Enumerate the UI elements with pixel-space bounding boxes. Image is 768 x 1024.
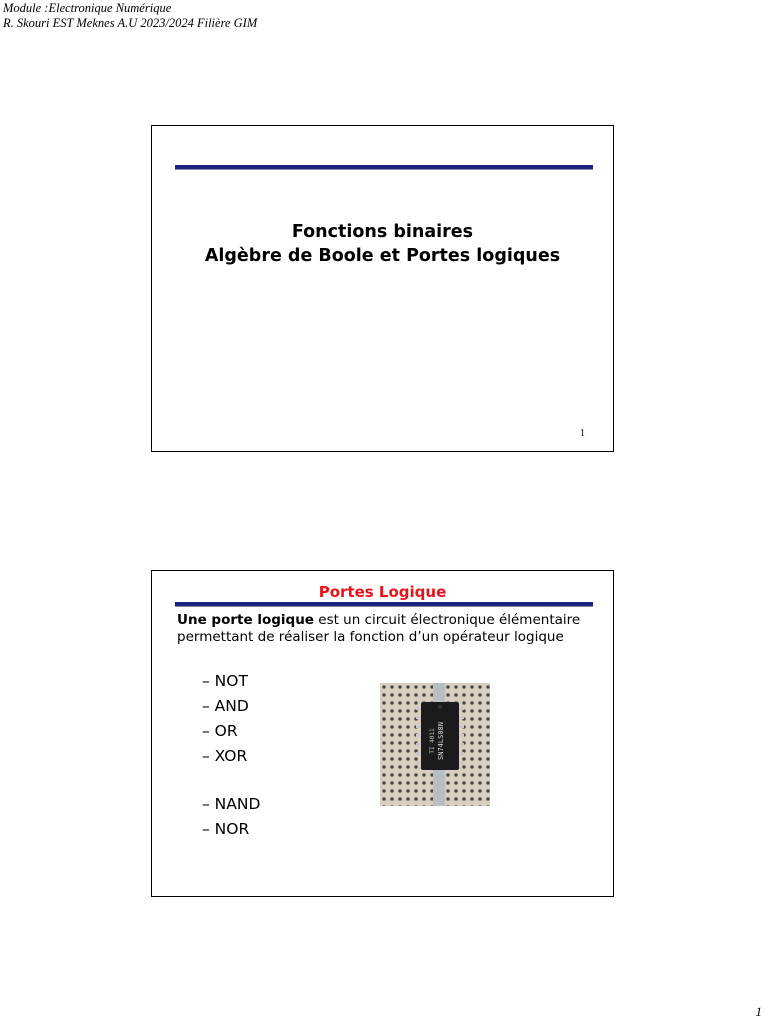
- chip-marking-1: SN74LS08N: [437, 722, 445, 760]
- definition-text: [177, 612, 597, 646]
- gate-item-nor: – NOR: [202, 820, 250, 838]
- gate-list: [202, 669, 260, 842]
- definition-term: Une porte logique: [177, 612, 314, 628]
- slide-1-title-line-1: Fonctions binaires: [291, 222, 474, 242]
- slide-2: [151, 570, 614, 897]
- slide-1: [151, 125, 614, 452]
- gate-item-or: – OR: [202, 722, 238, 740]
- slide-1-title: [152, 220, 613, 268]
- title-rule: [175, 165, 593, 170]
- chip-notch: [438, 705, 442, 709]
- ic-chip-photo: [380, 683, 490, 806]
- gate-item-nand: – NAND: [202, 795, 261, 813]
- page-number: 1: [755, 1004, 762, 1019]
- document-header: [3, 1, 257, 31]
- slide-1-title-line-2: Algèbre de Boole et Portes logiques: [204, 246, 561, 266]
- chip-marking-2: TI 4011: [429, 728, 436, 754]
- gate-item-xor: – XOR: [202, 747, 248, 765]
- header-author: R. Skouri EST Meknes A.U 2023/2024 Filière GIM: [3, 16, 258, 30]
- definition-body: est un circuit électronique élémentaire permettant de réaliser la fonction d’un opérateur logique: [177, 612, 581, 645]
- gate-item-and: – AND: [202, 697, 249, 715]
- title-rule: [175, 602, 593, 607]
- gate-item-not: – NOT: [202, 672, 248, 690]
- header-module: Module :Electronique Numérique: [3, 1, 172, 15]
- slide-1-number: 1: [580, 428, 585, 439]
- slide-2-title: Portes Logique: [318, 583, 447, 601]
